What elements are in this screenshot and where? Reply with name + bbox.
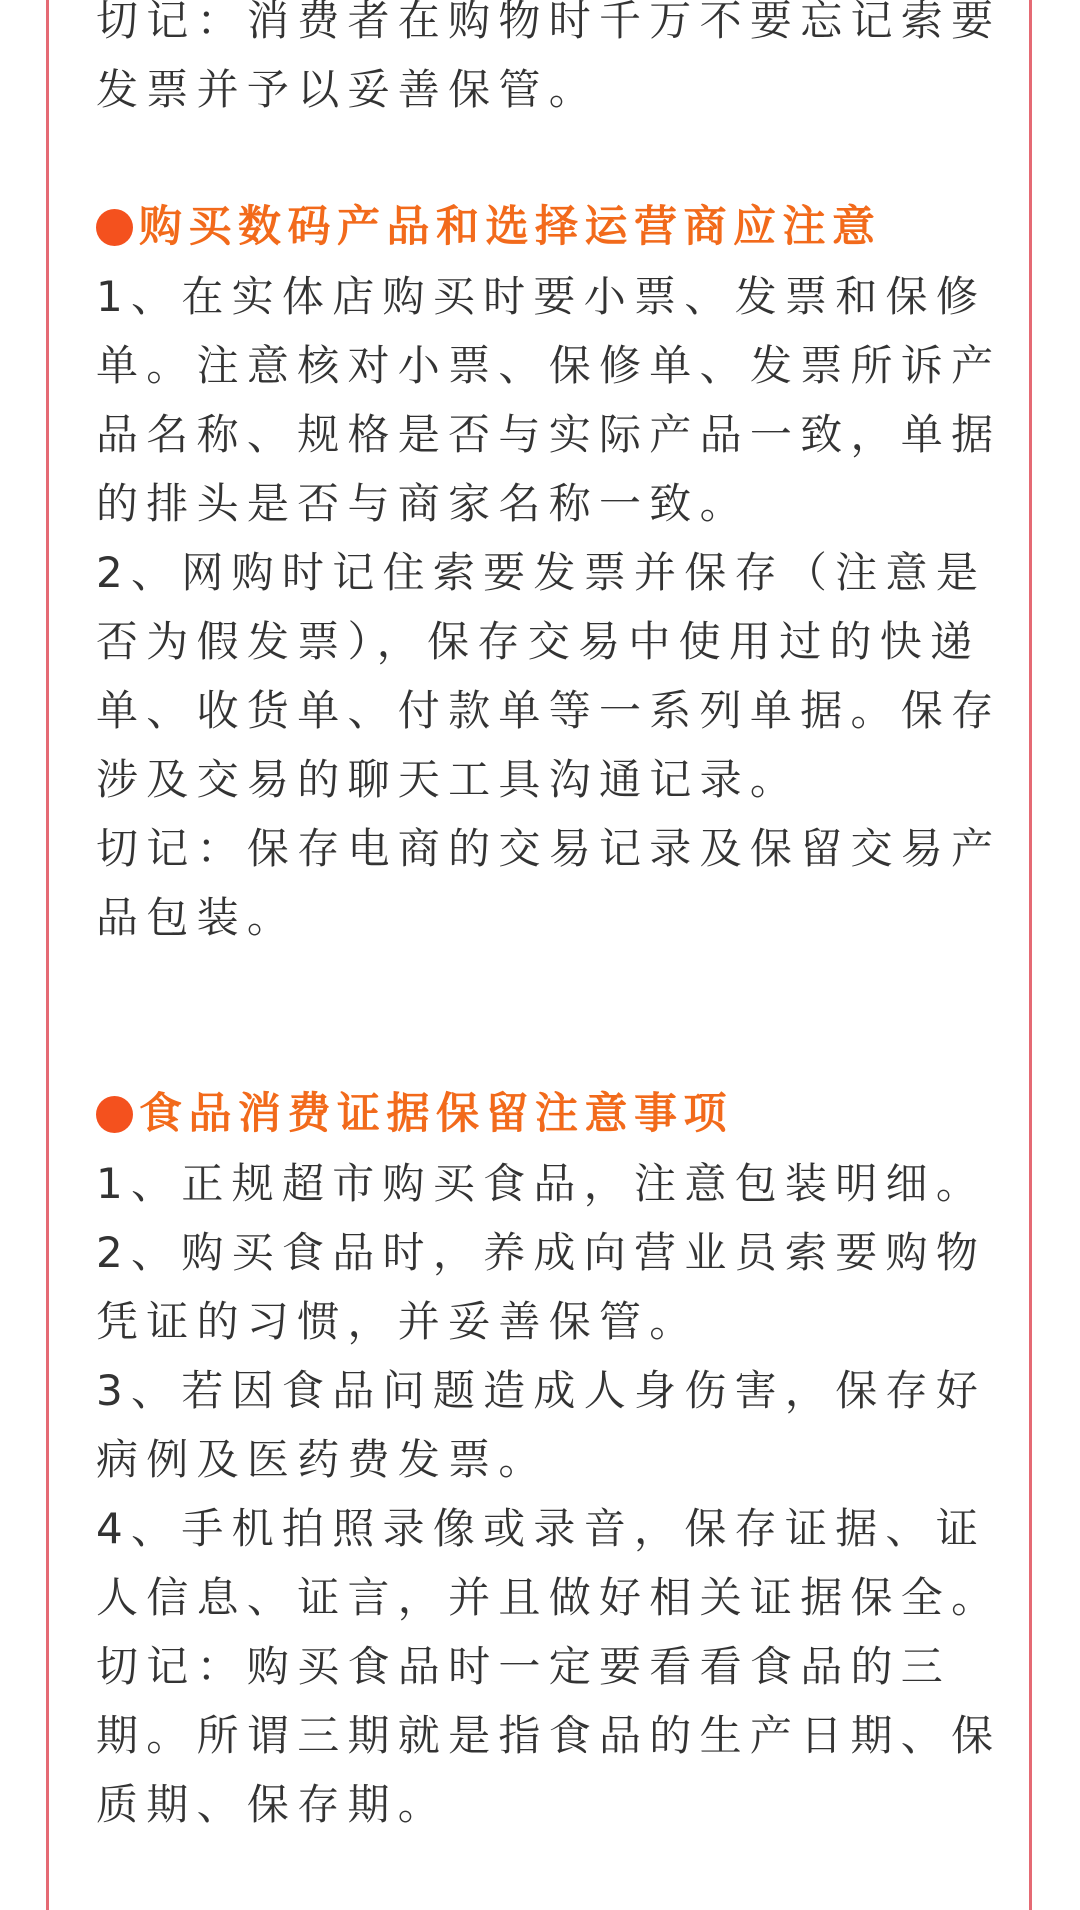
paragraph-line: 单、收货单、付款单等一系列单据。保存 (96, 686, 1002, 735)
paragraph-line: 品包装。 (96, 893, 298, 942)
paragraph-line: 3、若因食品问题造成人身伤害，保存好 (96, 1366, 987, 1415)
spacer (96, 124, 986, 193)
paragraph-line: 2、购买食品时，养成向营业员索要购物 (96, 1228, 987, 1277)
section-heading-text: 食品消费证据保留注意事项 (139, 1089, 733, 1139)
paragraph-line: 单。注意核对小票、保修单、发票所诉产 (96, 341, 1002, 390)
section-heading-text: 购买数码产品和选择运营商应注意 (139, 202, 882, 252)
intro-block (96, 0, 1002, 124)
paragraph-line: 切记：保存电商的交易记录及保留交易产 (96, 824, 1002, 873)
bullet-dot-icon (96, 209, 133, 246)
paragraph-line: 质期、保存期。 (96, 1780, 449, 1829)
section-food (96, 1080, 1002, 1839)
paragraph-line: 的排头是否与商家名称一致。 (96, 479, 750, 528)
paragraph-line: 1、正规超市购买食品，注意包装明细。 (96, 1159, 987, 1208)
paragraph-line: 4、手机拍照录像或录音，保存证据、证 (96, 1504, 987, 1553)
section-digital (96, 193, 1002, 952)
paragraph-line: 否为假发票），保存交易中使用过的快递 (96, 617, 981, 666)
paragraph-line: 切记：购买食品时一定要看看食品的三 (96, 1642, 952, 1691)
section-heading (96, 1080, 986, 1149)
paragraph-line: 1、在实体店购买时要小票、发票和保修 (96, 272, 987, 321)
intro-line: 切记：消费者在购物时千万不要忘记索要 (96, 0, 1002, 45)
spacer (96, 952, 986, 1080)
bullet-dot-icon (96, 1096, 133, 1133)
paragraph-line: 凭证的习惯，并妥善保管。 (96, 1297, 700, 1346)
paragraph-line: 涉及交易的聊天工具沟通记录。 (96, 755, 801, 804)
intro-line: 发票并予以妥善保管。 (96, 65, 600, 114)
paragraph-line: 病例及医药费发票。 (96, 1435, 549, 1484)
paragraph-line: 品名称、规格是否与实际产品一致，单据 (96, 410, 1002, 459)
section-heading (96, 193, 986, 262)
paragraph-line: 期。所谓三期就是指食品的生产日期、保 (96, 1711, 1002, 1760)
article-content (96, 0, 1002, 1839)
paragraph-line: 人信息、证言，并且做好相关证据保全。 (96, 1573, 1002, 1622)
paragraph-line: 2、网购时记住索要发票并保存（注意是 (96, 548, 987, 597)
